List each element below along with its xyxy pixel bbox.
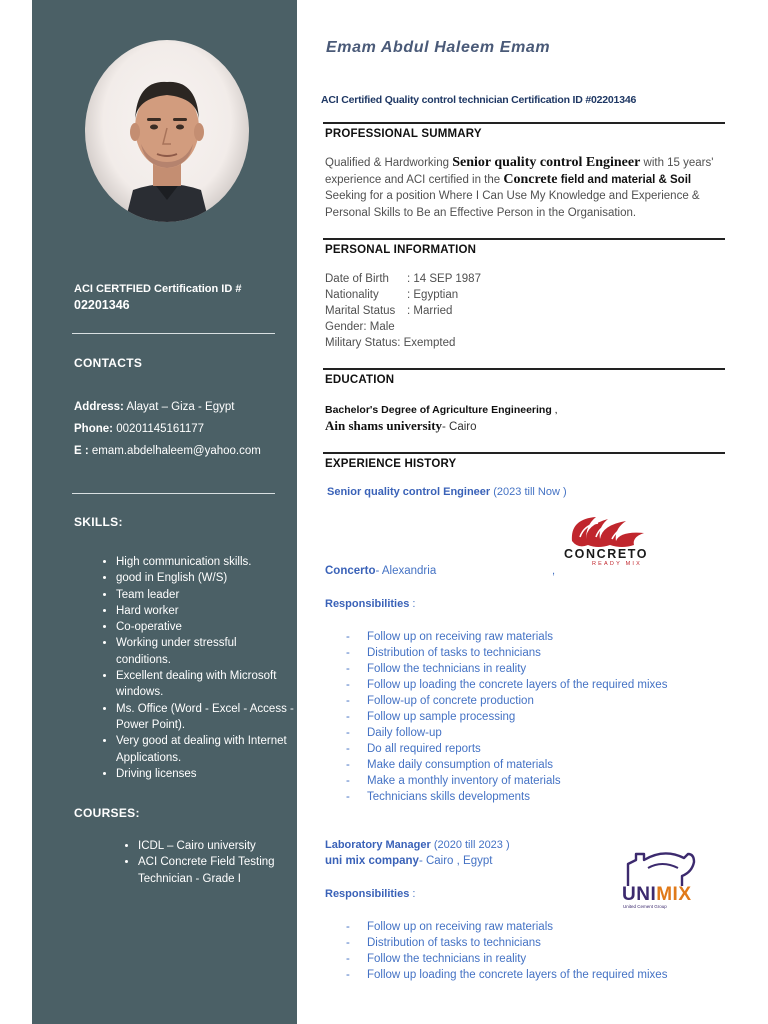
email-line: E : emam.abdelhaleem@yahoo.com <box>74 445 261 457</box>
courses-list <box>116 838 288 887</box>
list-item: • Driving licenses <box>116 766 294 782</box>
list-item: - Do all required reports <box>346 741 667 757</box>
candidate-name: Emam Abdul Haleem Emam <box>326 39 551 56</box>
address-value: Alayat – Giza - Egypt <box>126 401 235 413</box>
professional-summary: Qualified & Hardworking Senior quality control Engineer with 15 years' experience and ACI certified in the Concrete field and material & Soil Seeking for a position Where I Can Use My Knowledge and Experience & Personal Skills to Be an Effective Person in the Organisation. <box>325 155 714 219</box>
sidebar-divider <box>72 333 275 334</box>
profile-photo <box>85 40 249 222</box>
job2-title-line: Laboratory Manager (2020 till 2023 ) <box>325 839 510 851</box>
list-item: - Follow up on receiving raw materials <box>346 919 667 935</box>
email-value[interactable]: emam.abdelhaleem@yahoo.com <box>91 445 261 457</box>
job1-responsibilities-list <box>346 629 667 805</box>
list-item: • Hard worker <box>116 603 294 619</box>
section-heading-personal: PERSONAL INFORMATION <box>325 244 725 256</box>
job1-company-comma: , <box>552 565 556 577</box>
contact-details <box>74 396 261 462</box>
list-item: • good in English (W/S) <box>116 570 294 586</box>
list-item: - Follow up on receiving raw materials <box>346 629 667 645</box>
person-portrait-icon <box>85 40 249 222</box>
address-line: Address: Alayat – Giza - Egypt <box>74 401 235 413</box>
marital-line: Marital Status : Married <box>325 305 453 317</box>
list-item: • High communication skills. <box>116 554 294 570</box>
phone-value: 00201145161177 <box>116 423 205 435</box>
unimix-logo <box>622 850 706 912</box>
list-item: • Ms. Office (Word - Excel - Access - Power Point). <box>116 701 294 734</box>
job2-responsibilities-label: Responsibilities : <box>325 888 416 900</box>
list-item: - Follow the technicians in reality <box>346 661 667 677</box>
nationality-line: Nationality : Egyptian <box>325 289 459 301</box>
phone-line: Phone: 00201145161177 <box>74 423 205 435</box>
aci-certification-number: 02201346 <box>74 298 130 312</box>
section-heading-experience: EXPERIENCE HISTORY <box>325 458 725 470</box>
job2-company-line: uni mix company- Cairo , Egypt <box>325 855 493 867</box>
list-item: • Team leader <box>116 587 294 603</box>
courses-heading: COURSES: <box>74 806 140 820</box>
dob-line: Date of Birth : 14 SEP 1987 <box>325 273 481 285</box>
list-item: - Follow up sample processing <box>346 709 667 725</box>
university-line: Ain shams university- Cairo <box>325 418 477 433</box>
job1-company-line: Concerto- Alexandria <box>325 565 437 577</box>
section-rule <box>323 368 725 370</box>
personal-info <box>325 271 481 351</box>
contacts-heading: CONTACTS <box>74 356 143 370</box>
aci-certification-label: ACI CERTFIED Certification ID # <box>74 283 242 295</box>
list-item: • ACI Concrete Field Testing Technician - Grade I <box>138 854 288 887</box>
job2-responsibilities-list <box>346 919 667 983</box>
skills-list <box>94 554 294 782</box>
section-heading-education: EDUCATION <box>325 374 725 386</box>
aci-certification <box>74 281 241 313</box>
job1-responsibilities-label: Responsibilities : <box>325 598 416 610</box>
list-item: - Follow up loading the concrete layers of the required mixes <box>346 677 667 693</box>
unimix-tagline: United Cement Group <box>623 904 667 909</box>
list-item: • Working under stressful conditions. <box>116 635 294 668</box>
unimix-wordmark: UNIMIX <box>622 884 692 905</box>
list-item: - Make a monthly inventory of materials <box>346 773 667 789</box>
concreto-tagline: READY MIX <box>592 561 642 567</box>
job1-title-line: Senior quality control Engineer (2023 till Now ) <box>327 486 567 498</box>
concreto-logo <box>562 513 656 573</box>
gender-line: Gender: Male <box>325 321 395 333</box>
military-line: Military Status: Exempted <box>325 337 456 349</box>
list-item: • ICDL – Cairo university <box>138 838 288 854</box>
skills-heading: SKILLS: <box>74 515 123 529</box>
section-rule <box>323 452 725 454</box>
sidebar-divider <box>72 493 275 494</box>
section-rule <box>323 238 725 240</box>
list-item: - Follow up loading the concrete layers of the required mixes <box>346 967 667 983</box>
list-item: • Very good at dealing with Internet Applications. <box>116 733 294 766</box>
sidebar <box>32 0 297 1024</box>
list-item: - Follow-up of concrete production <box>346 693 667 709</box>
concreto-wordmark: CONCRETO <box>564 547 649 561</box>
list-item: - Technicians skills developments <box>346 789 667 805</box>
degree-line: Bachelor's Degree of Agriculture Engineering , <box>325 404 558 416</box>
list-item: • Co-operative <box>116 619 294 635</box>
section-heading-summary: PROFESSIONAL SUMMARY <box>325 128 725 140</box>
list-item: - Distribution of tasks to technicians <box>346 645 667 661</box>
certification-line: ACI Certified Quality control technician Certification ID #02201346 <box>321 94 637 106</box>
list-item: - Follow the technicians in reality <box>346 951 667 967</box>
list-item: - Make daily consumption of materials <box>346 757 667 773</box>
list-item: • Excellent dealing with Microsoft windows. <box>116 668 294 701</box>
list-item: - Distribution of tasks to technicians <box>346 935 667 951</box>
list-item: - Daily follow-up <box>346 725 667 741</box>
section-rule <box>323 122 725 124</box>
